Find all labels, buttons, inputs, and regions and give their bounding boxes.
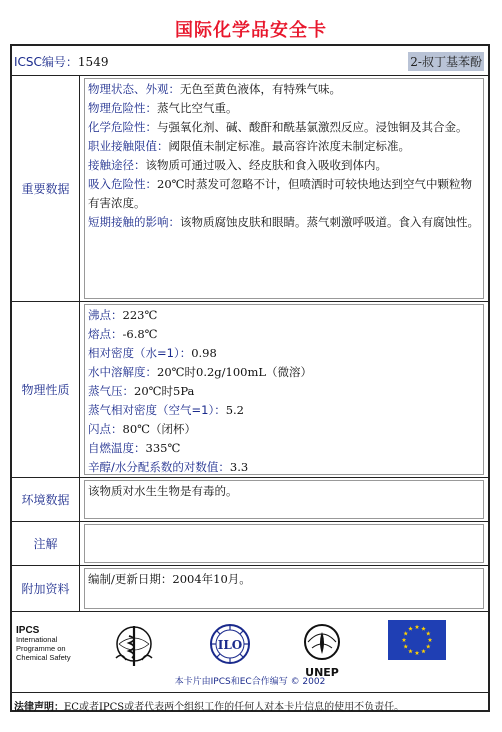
physical-item <box>88 344 480 363</box>
notes-section <box>12 522 488 566</box>
physical-value: 3.3 <box>229 460 249 474</box>
important-list <box>84 78 484 299</box>
physical-key: 熔点： <box>88 327 123 341</box>
section-label-notes: 注解 <box>12 522 80 565</box>
icsc-label: ICSC编号： <box>14 55 78 69</box>
important-item <box>88 213 480 232</box>
important-key: 吸入危险性： <box>88 177 157 191</box>
icsc-row <box>12 46 488 76</box>
physical-item <box>88 401 480 420</box>
legal-label: 法律声明： <box>14 702 64 713</box>
important-key: 物理危险性： <box>88 101 157 115</box>
section-label-important: 重要数据 <box>12 76 80 301</box>
physical-properties-section <box>12 302 488 478</box>
important-key: 物理状态、外观： <box>88 82 180 96</box>
important-value: 蒸气比空气重。 <box>157 101 238 115</box>
physical-list <box>84 304 484 475</box>
credit-line: 本卡片由IPCS和EC合作编写 © 2002 <box>174 677 326 687</box>
important-item <box>88 175 480 213</box>
important-value: 该物质腐蚀皮肤和眼睛。蒸气刺激呼吸道。食入有腐蚀性。 <box>180 215 479 229</box>
physical-key: 蒸气相对密度（空气=1）： <box>88 403 226 417</box>
important-value: 与强氧化剂、碱、酸酐和酰基氯激烈反应。浸蚀铜及其合金。 <box>157 120 468 134</box>
physical-value: 20℃时5Pa <box>134 384 195 398</box>
physical-item <box>88 458 480 477</box>
eu-flag-icon <box>388 620 446 660</box>
ilo-emblem-icon <box>208 622 252 666</box>
physical-value: 223℃ <box>122 308 158 322</box>
important-item <box>88 99 480 118</box>
physical-item <box>88 420 480 439</box>
section-label-physical: 物理性质 <box>12 302 80 477</box>
important-item <box>88 118 480 137</box>
additional-content <box>80 566 488 611</box>
physical-item <box>88 439 480 458</box>
physical-key: 沸点： <box>88 308 123 322</box>
ipcs-line-2: Programme on <box>16 644 66 653</box>
important-content <box>80 76 488 301</box>
icsc-number-value: 1549 <box>77 55 109 69</box>
physical-key: 水中溶解度： <box>88 365 157 379</box>
important-key: 短期接触的影响： <box>88 215 180 229</box>
physical-value: 335℃ <box>145 441 181 455</box>
notes-text <box>84 524 484 563</box>
important-key: 化学危险性： <box>88 120 157 134</box>
environment-content <box>80 478 488 521</box>
physical-key: 自燃温度： <box>88 441 146 455</box>
who-emblem-icon <box>112 622 156 668</box>
unep-emblem-icon <box>298 622 346 678</box>
physical-value: 0.98 <box>191 346 217 360</box>
physical-value: 20℃时0.2g/100mL（微溶） <box>157 365 313 379</box>
ipcs-logo <box>16 626 71 662</box>
important-key: 职业接触限值： <box>88 139 169 153</box>
safety-card <box>10 44 490 712</box>
physical-item <box>88 325 480 344</box>
icsc-number <box>14 53 108 70</box>
legal-text: EC或者IPCS或者代表两个组织工作的任何人对本卡片信息的使用不负责任。 <box>64 702 405 713</box>
section-label-additional: 附加资料 <box>12 566 80 611</box>
ipcs-line-1: International <box>16 635 58 644</box>
physical-content <box>80 302 488 477</box>
important-value: 无色至黄色液体，有特殊气味。 <box>180 82 341 96</box>
important-value: 阈限值未制定标准。最高容许浓度未制定标准。 <box>168 139 410 153</box>
important-data-section <box>12 76 488 302</box>
physical-key: 辛醇/水分配系数的对数值： <box>88 460 230 474</box>
additional-text: 编制/更新日期：2004年10月。 <box>84 568 484 609</box>
physical-value: 5.2 <box>225 403 244 417</box>
ilo-text: ILO <box>217 638 243 652</box>
ipcs-title: IPCS <box>16 625 40 636</box>
physical-item <box>88 306 480 325</box>
section-label-environment: 环境数据 <box>12 478 80 521</box>
physical-item <box>88 363 480 382</box>
additional-section <box>12 566 488 612</box>
physical-key: 相对密度（水=1）： <box>88 346 192 360</box>
footer-logos <box>12 612 488 693</box>
environment-section <box>12 478 488 522</box>
physical-key: 闪点： <box>88 422 123 436</box>
chemical-name[interactable]: 2-叔丁基苯酚 <box>408 52 484 71</box>
physical-key: 蒸气压： <box>88 384 134 398</box>
important-item <box>88 137 480 156</box>
physical-value: -6.8℃ <box>122 327 158 341</box>
important-item <box>88 80 480 99</box>
legal-notice <box>14 698 404 713</box>
important-key: 接触途径： <box>88 158 146 172</box>
ipcs-line-3: Chemical Safety <box>16 653 71 662</box>
physical-value: 80℃（闭杯） <box>122 422 196 436</box>
notes-content <box>80 522 488 565</box>
important-item <box>88 156 480 175</box>
important-value: 该物质可通过吸入、经皮肤和食入吸收到体内。 <box>145 158 387 172</box>
important-value: 20℃时蒸发可忽略不计，但喷洒时可较快地达到空气中颗粒物有害浓度。 <box>88 177 472 210</box>
environment-text: 该物质对水生生物是有毒的。 <box>84 480 484 519</box>
card-title: 国际化学品安全卡 <box>175 20 327 41</box>
physical-item <box>88 382 480 401</box>
unep-text: UNEP <box>305 666 339 678</box>
